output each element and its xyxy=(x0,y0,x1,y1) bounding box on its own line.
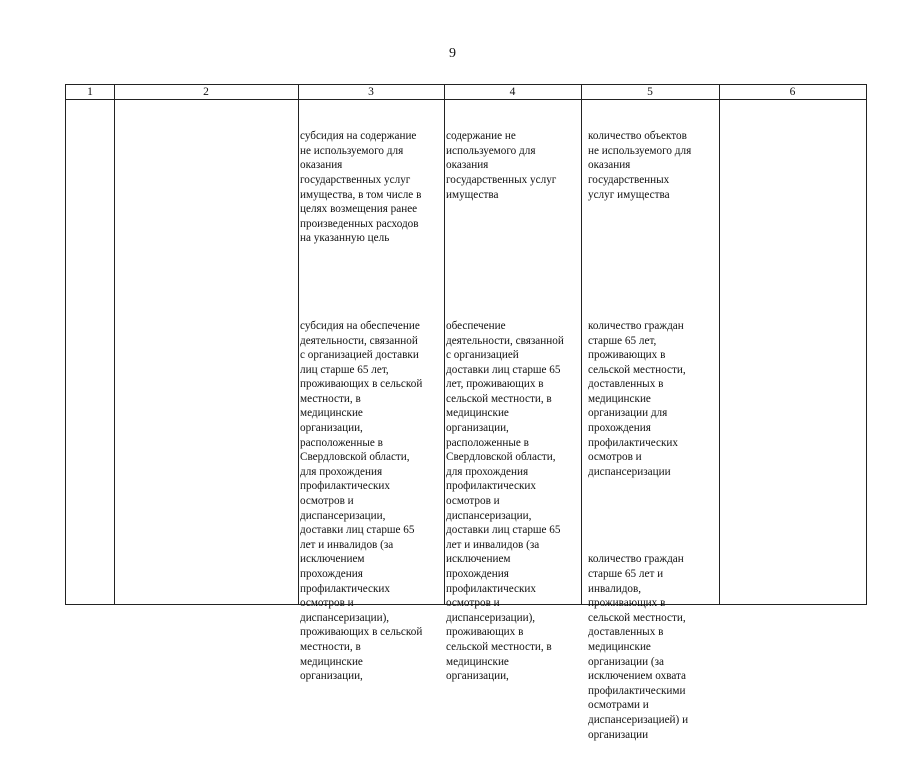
column-4-cell xyxy=(446,100,581,713)
data-table xyxy=(65,84,867,741)
column-header-5: 5 xyxy=(647,86,653,98)
column-header-3: 3 xyxy=(368,86,374,98)
column-header-1: 1 xyxy=(87,86,93,98)
column-divider xyxy=(298,85,299,604)
page-number: 9 xyxy=(449,46,456,61)
purpose-delivery-text: обеспечение деятельности, связанной с организацией доставки лиц старше 65 лет, проживающих в сельской местности, в медицинские организации, расположенные в Свердловской области, для прохождения профилактических осмотров и диспансеризации, доставки лиц старше 65 лет и инвалидов (за исключением прохождения профилактических осмотров и диспансеризации), проживающих в сельской местности, в медицинские организации, xyxy=(446,319,564,683)
table-header-row xyxy=(66,85,866,100)
column-divider xyxy=(581,85,582,604)
subsidy-maintenance-text: субсидия на содержание не используемого для оказания государственных услуг имущества, в том числе в целях возмещения ранее произведенных расходов на указанную цель xyxy=(300,130,422,245)
indicator-objects-text: количество объектов не используемого для оказания государственных услуг имущества xyxy=(588,130,692,201)
column-3-cell xyxy=(300,100,446,713)
column-header-6: 6 xyxy=(789,86,796,98)
subsidy-delivery-text: субсидия на обеспечение деятельности, связанной с организацией доставки лиц старше 65 лет, проживающих в сельской местности, в медицинские организации, расположенные в Свердловской области, для прохождения профилактических осмотров и диспансеризации, доставки лиц старше 65 лет и инвалидов (за исключением прохождения профилактических осмотров и диспансеризации), проживающих в сельской местности, в медицинские организации, xyxy=(300,319,423,683)
indicator-delivered-citizens-disabled-text: количество граждан старше 65 лет и инвалидов, проживающих в сельской местности, доставленных в медицинские организации (за исключением охвата профилактическими осмотрами и диспансеризацией) и организации xyxy=(588,553,689,741)
column-divider xyxy=(114,85,115,604)
column-divider xyxy=(719,85,720,604)
purpose-maintenance-text: содержание не используемого для оказания государственных услуг имущества xyxy=(446,130,557,201)
column-header-2: 2 xyxy=(203,86,209,98)
column-header-4: 4 xyxy=(509,86,516,98)
indicator-delivered-citizens-text: количество граждан старше 65 лет, проживающих в сельской местности, доставленных в медицинские организации для прохождения профилактических осмотров и диспансеризации xyxy=(588,319,686,478)
column-5-cell xyxy=(588,100,718,771)
